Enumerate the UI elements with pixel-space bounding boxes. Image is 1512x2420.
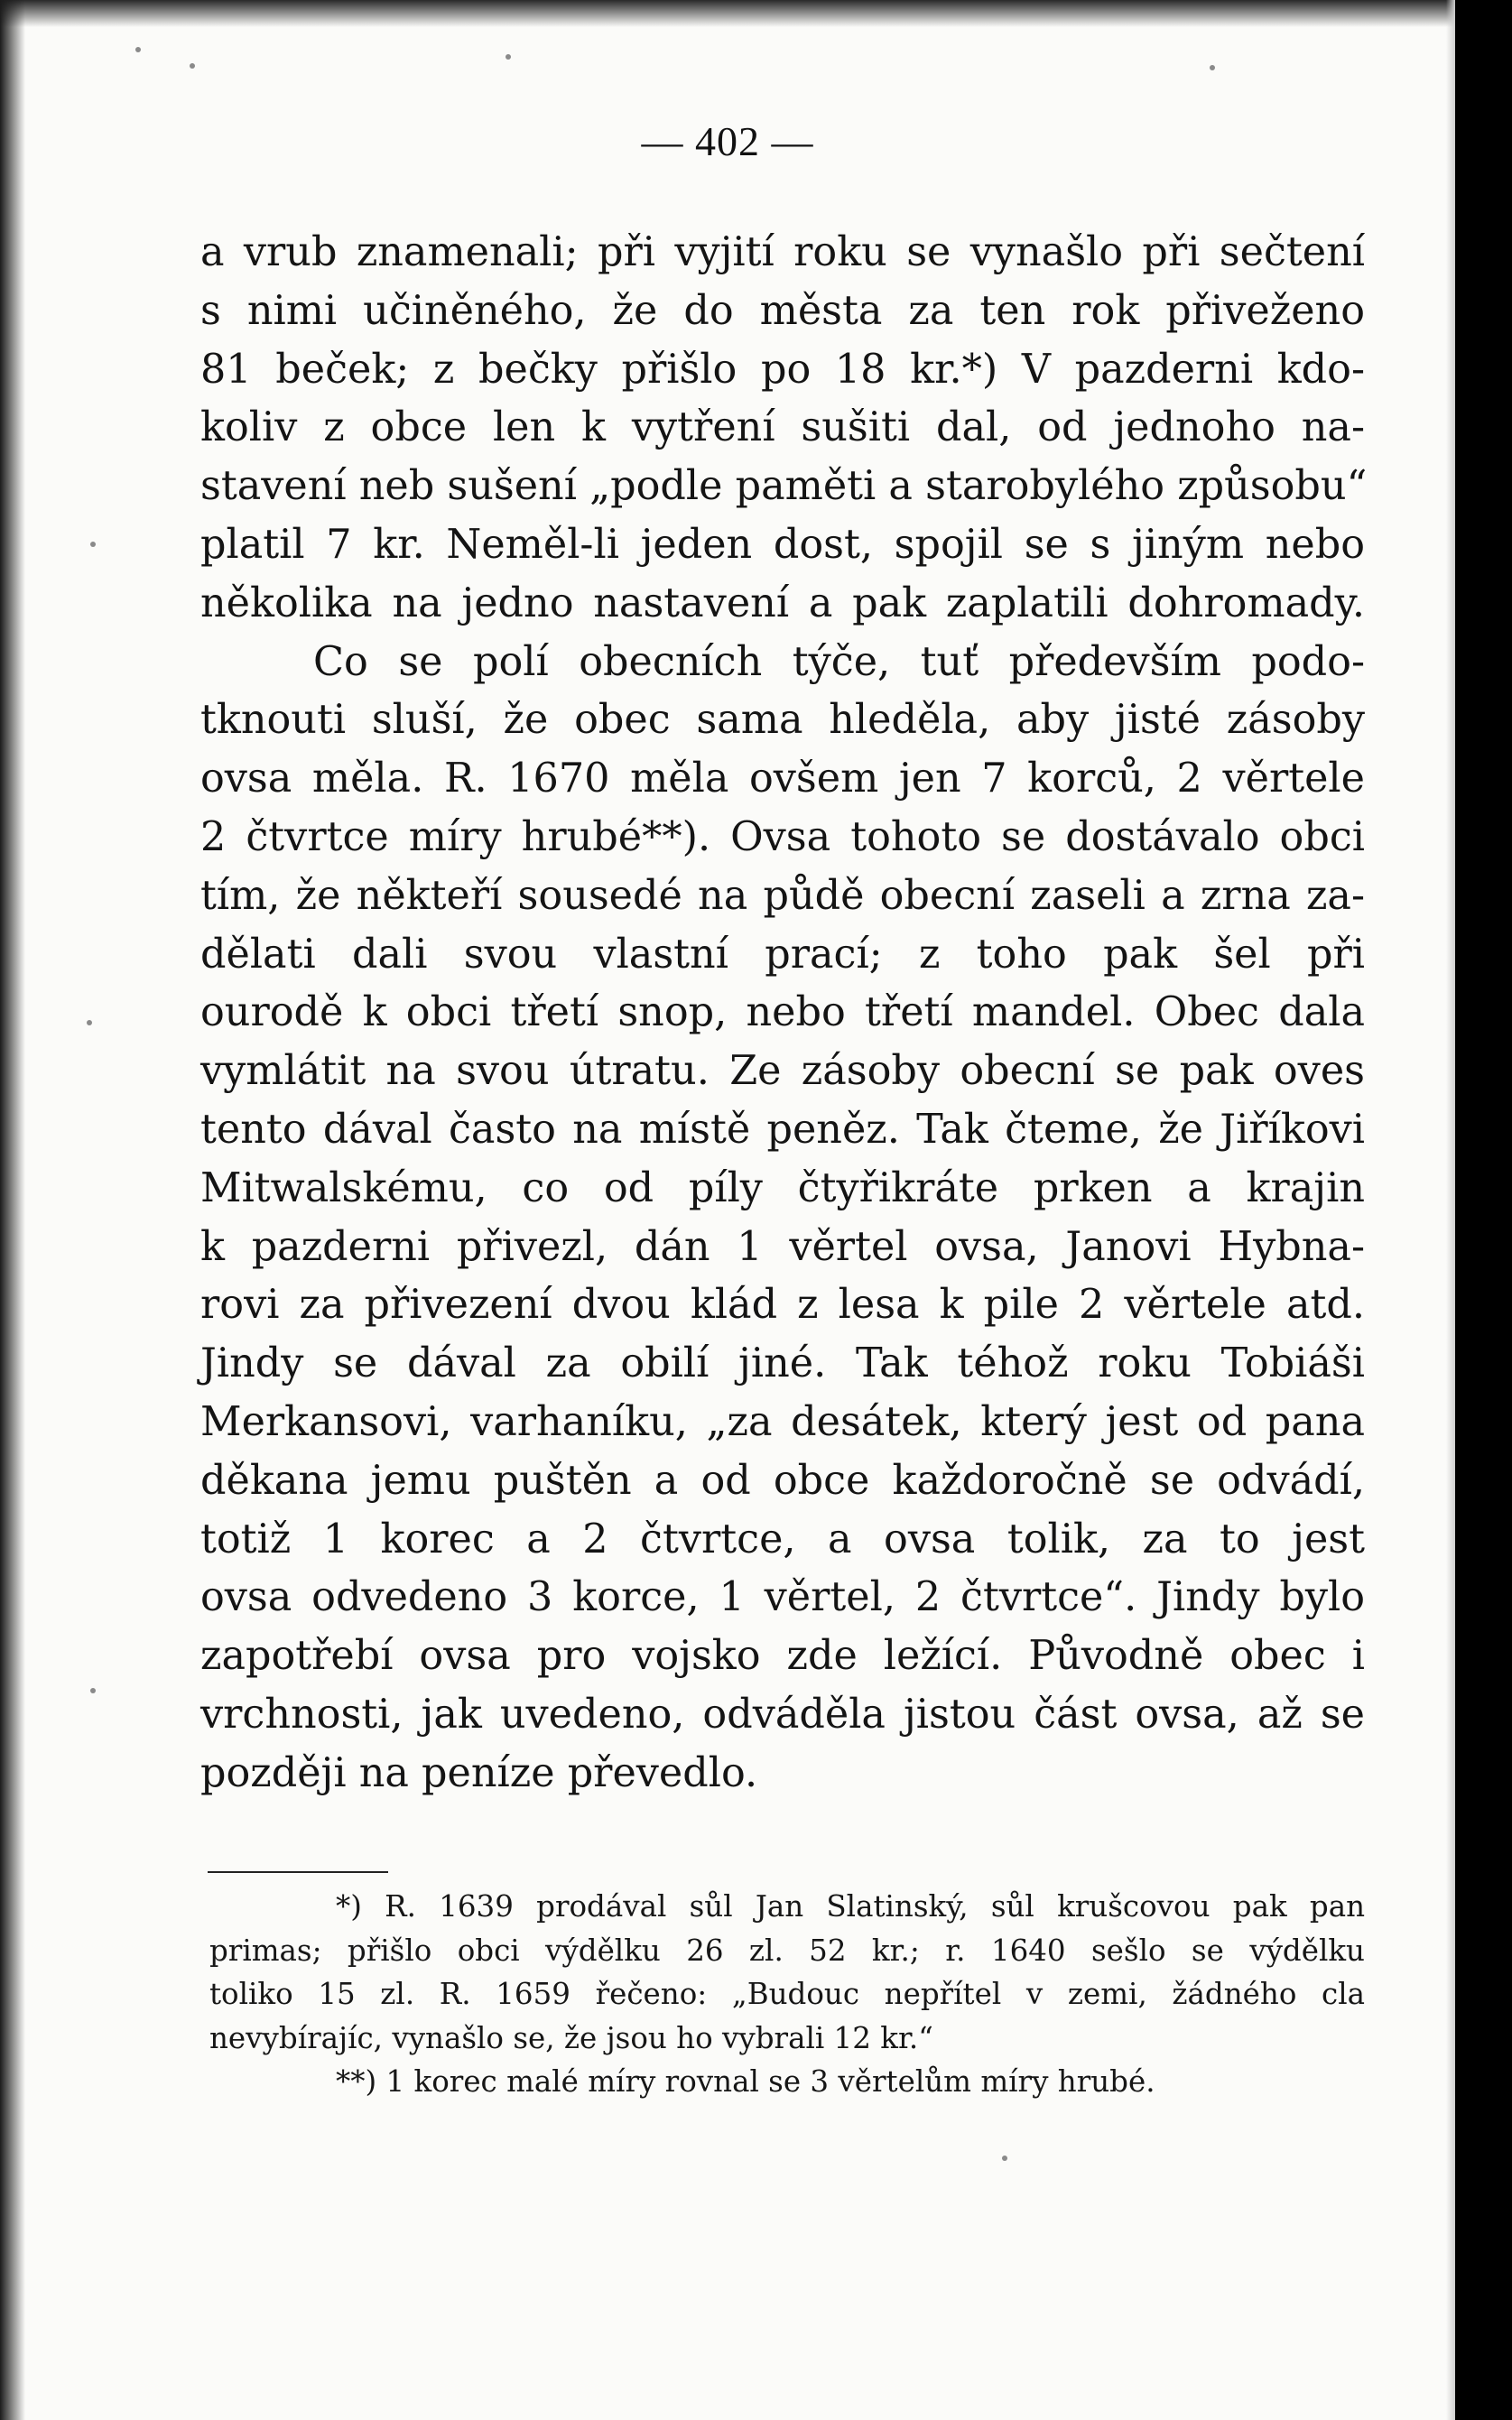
footnotes xyxy=(209,1885,1365,2104)
speck xyxy=(90,1688,96,1693)
scan-shadow-left xyxy=(0,0,25,2420)
footnote-line: primas; přišlo obci výdělku 26 zl. 52 kr.; r. 1640 sešlo se výdělku xyxy=(209,1933,1365,1968)
body-line: Jindy se dával za obilí jiné. Tak téhož roku Tobiáši xyxy=(200,1340,1365,1387)
body-line: k pazderni přivezl, dán 1 věrtel ovsa, Janovi Hybna- xyxy=(200,1223,1365,1270)
body-line: rovi za přivezení dvou klád z lesa k pile 2 věrtele atd. xyxy=(200,1282,1365,1329)
body-line: ovsa měla. R. 1670 měla ovšem jen 7 korců, 2 věrtele xyxy=(200,756,1365,802)
body-line: děkana jemu puštěn a od obce každoročně se odvádí, xyxy=(200,1457,1365,1504)
body-line: později na peníze převedlo. xyxy=(200,1749,758,1796)
body-line: Mitwalskému, co od píly čtyřikráte prken a krajin xyxy=(200,1164,1365,1211)
speck xyxy=(1002,2156,1007,2161)
body-line: dělati dali svou vlastní prací; z toho pak šel při xyxy=(200,931,1365,978)
body-line: vrchnosti, jak uvedeno, odváděla jistou část ovsa, až se xyxy=(200,1691,1365,1738)
body-line: zapotřebí ovsa pro vojsko zde ležící. Původně obec i xyxy=(200,1633,1365,1680)
body-line: totiž 1 korec a 2 čtvrtce, a ovsa tolik, za to jest xyxy=(200,1516,1365,1562)
footnote-line: toliko 15 zl. R. 1659 řečeno: „Budouc nepřítel v zemi, žádného cla xyxy=(209,1977,1365,2012)
body-line: tento dával často na místě peněz. Tak čteme, že Jiříkovi xyxy=(200,1106,1365,1153)
body-line: ovsa odvedeno 3 korce, 1 věrtel, 2 čtvrtce“. Jindy bylo xyxy=(200,1574,1365,1621)
body-line: několika na jedno nastavení a pak zaplatili dohromady. xyxy=(200,580,1365,626)
footnote-line: *) R. 1639 prodával sůl Jan Slatinský, sůl krušcovou pak pan xyxy=(336,1889,1365,1924)
body-text xyxy=(200,224,1368,1803)
body-line: ourodě k obci třetí snop, nebo třetí mandel. Obec dala xyxy=(200,989,1365,1036)
body-line: s nimi učiněného, že do města za ten rok přiveženo xyxy=(200,287,1365,334)
scan-shadow-top xyxy=(0,0,1455,27)
speck xyxy=(1210,65,1215,70)
speck xyxy=(190,63,195,69)
body-line: platil 7 kr. Neměl-li jeden dost, spojil se s jiným nebo xyxy=(200,521,1365,568)
body-line: tknouti sluší, že obec sama hleděla, aby jisté zásoby xyxy=(200,697,1365,744)
body-line: Merkansovi, varhaníku, „za desátek, který jest od pana xyxy=(200,1398,1365,1445)
footnote-rule xyxy=(208,1871,388,1873)
body-line: a vrub znamenali; při vyjití roku se vynašlo při sečtení xyxy=(200,229,1365,275)
footnote-line: nevybírajíc, vynašlo se, že jsou ho vybrali 12 kr.“ xyxy=(209,2020,933,2055)
page-number: — 402 — xyxy=(641,118,814,164)
body-line: tím, že někteří sousedé na půdě obecní zaseli a zrna za- xyxy=(200,872,1365,919)
body-line: 2 čtvrtce míry hrubé**). Ovsa tohoto se dostávalo obci xyxy=(200,813,1365,860)
speck xyxy=(135,47,141,52)
speck xyxy=(506,54,511,60)
body-line: vymlátit na svou útratu. Ze zásoby obecní se pak oves xyxy=(200,1048,1365,1095)
body-line: koliv z obce len k vytření sušiti dal, od jednoho na- xyxy=(200,404,1365,451)
scan-shadow-right xyxy=(1446,0,1455,2420)
speck xyxy=(90,542,96,547)
footnote-line: **) 1 korec malé míry rovnal se 3 věrtelům míry hrubé. xyxy=(336,2064,1155,2100)
body-line: stavení neb sušení „podle paměti a starobylého způsobu“ xyxy=(200,463,1368,510)
speck xyxy=(87,1020,92,1025)
body-line: 81 beček; z bečky přišlo po 18 kr.*) V pazderni kdo- xyxy=(200,346,1365,393)
body-line: Co se polí obecních týče, tuť především podo- xyxy=(313,638,1365,685)
